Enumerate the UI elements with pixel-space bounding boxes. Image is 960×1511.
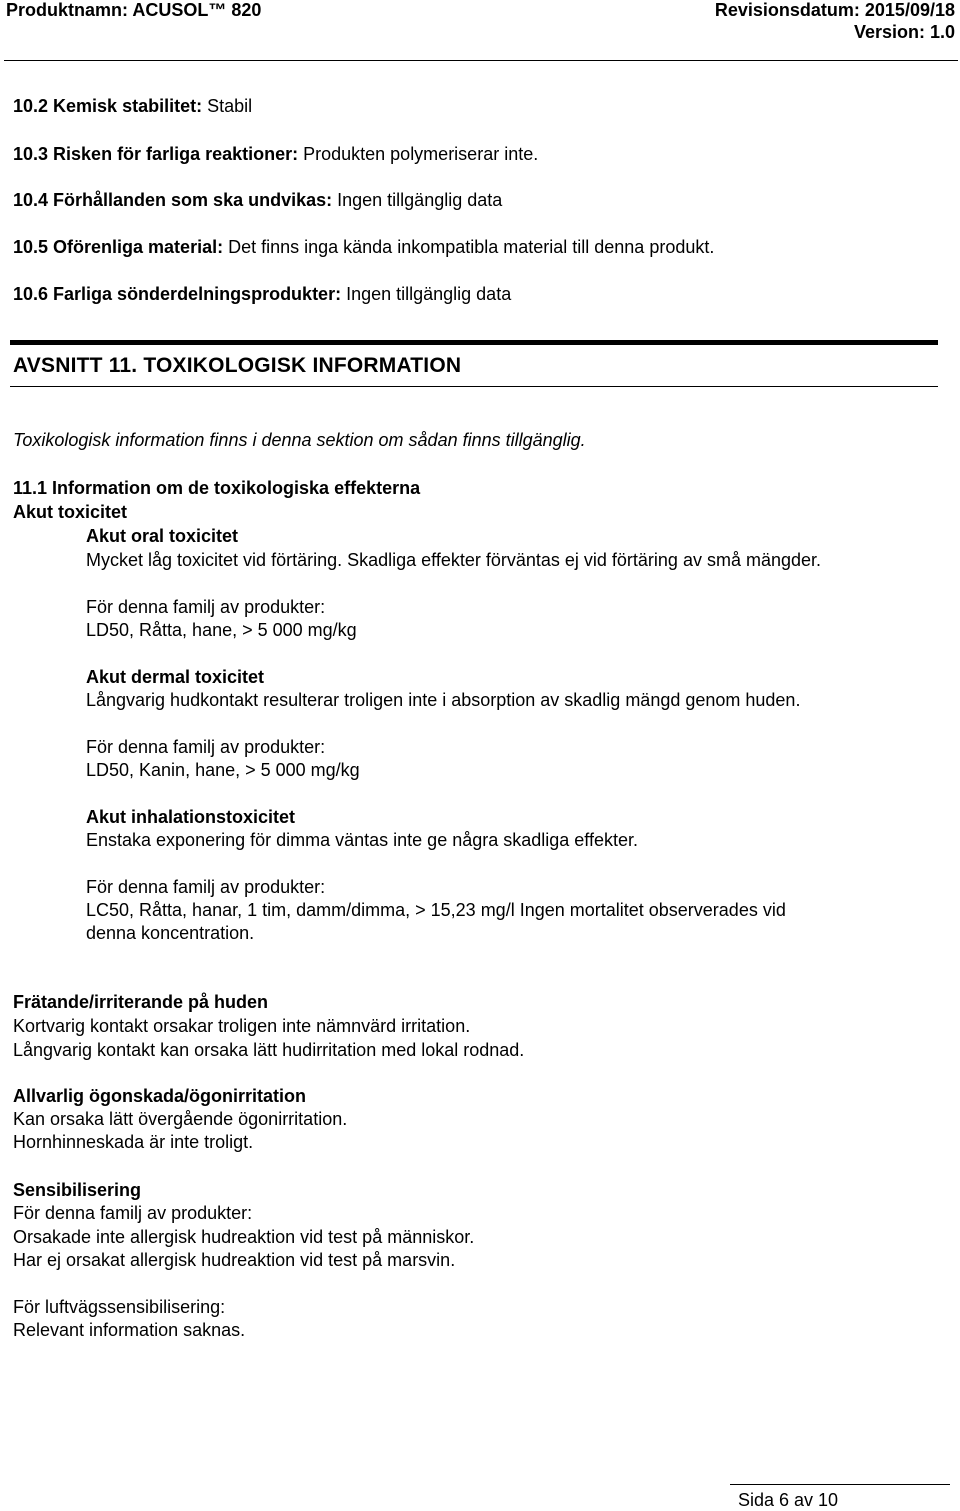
oral-text: Mycket låg toxicitet vid förtäring. Skadliga effekter förväntas ej vid förtäring av små mängder. <box>86 550 822 570</box>
dermal-value: LD50, Kanin, hane, > 5 000 mg/kg <box>86 760 360 780</box>
item-10-2: 10.2 Kemisk stabilitet: Stabil <box>13 96 253 116</box>
sub-heading: 11.1 Information om de toxikologiska effekterna <box>13 478 421 498</box>
inhalation-family: För denna familj av produkter: <box>86 877 326 897</box>
item-10-4: 10.4 Förhållanden som ska undvikas: Ingen tillgänglig data <box>13 190 503 210</box>
dermal-family: För denna familj av produkter: <box>86 737 326 757</box>
version: Version: 1.0 <box>853 22 955 42</box>
page-number: Sida 6 av 10 <box>738 1490 839 1510</box>
oral-heading: Akut oral toxicitet <box>86 526 239 546</box>
section-intro: Toxikologisk information finns i denna sektion om sådan finns tillgänglig. <box>13 430 586 450</box>
item-10-3: 10.3 Risken för farliga reaktioner: Produkten polymeriserar inte. <box>13 144 539 164</box>
revision-date: Revisionsdatum: 2015/09/18 <box>714 0 955 20</box>
sensitization-line3: Har ej orsakat allergisk hudreaktion vid test på marsvin. <box>13 1250 456 1270</box>
inhalation-heading: Akut inhalationstoxicitet <box>86 807 296 827</box>
inhalation-value-line2: denna koncentration. <box>86 923 255 943</box>
sensitization-line1: För denna familj av produkter: <box>13 1203 253 1223</box>
product-name: Produktnamn: ACUSOL™ 820 <box>6 0 262 20</box>
section-divider-thin <box>10 386 938 387</box>
oral-family: För denna familj av produkter: <box>86 597 326 617</box>
item-10-5: 10.5 Oförenliga material: Det finns inga kända inkompatibla material till denna produkt. <box>13 237 715 257</box>
respiratory-line2: Relevant information saknas. <box>13 1320 246 1340</box>
eye-line2: Hornhinneskada är inte troligt. <box>13 1132 254 1152</box>
section-title: AVSNITT 11. TOXIKOLOGISK INFORMATION <box>13 354 462 377</box>
eye-heading: Allvarlig ögonskada/ögonirritation <box>13 1086 307 1106</box>
section-divider-thick <box>10 340 938 345</box>
skin-line1: Kortvarig kontakt orsakar troligen inte nämnvärd irritation. <box>13 1016 471 1036</box>
skin-line2: Långvarig kontakt kan orsaka lätt hudirritation med lokal rodnad. <box>13 1040 525 1060</box>
dermal-heading: Akut dermal toxicitet <box>86 667 265 687</box>
page-header <box>0 0 960 66</box>
respiratory-line1: För luftvägssensibilisering: <box>13 1297 226 1317</box>
inhalation-text: Enstaka exponering för dimma väntas inte ge några skadliga effekter. <box>86 830 638 850</box>
sensitization-heading: Sensibilisering <box>13 1180 142 1200</box>
header-divider <box>4 60 958 61</box>
oral-value: LD50, Råtta, hane, > 5 000 mg/kg <box>86 620 357 640</box>
acute-toxicity-heading: Akut toxicitet <box>13 502 128 522</box>
skin-heading: Frätande/irriterande på huden <box>13 992 269 1012</box>
item-10-6: 10.6 Farliga sönderdelningsprodukter: Ingen tillgänglig data <box>13 284 512 304</box>
footer-divider <box>730 1484 950 1485</box>
inhalation-value-line1: LC50, Råtta, hanar, 1 tim, damm/dimma, > 15,23 mg/l Ingen mortalitet observerades vid <box>86 900 786 920</box>
sensitization-line2: Orsakade inte allergisk hudreaktion vid test på människor. <box>13 1227 475 1247</box>
dermal-text: Långvarig hudkontakt resulterar troligen inte i absorption av skadlig mängd genom huden. <box>86 690 801 710</box>
eye-line1: Kan orsaka lätt övergående ögonirritation. <box>13 1109 348 1129</box>
